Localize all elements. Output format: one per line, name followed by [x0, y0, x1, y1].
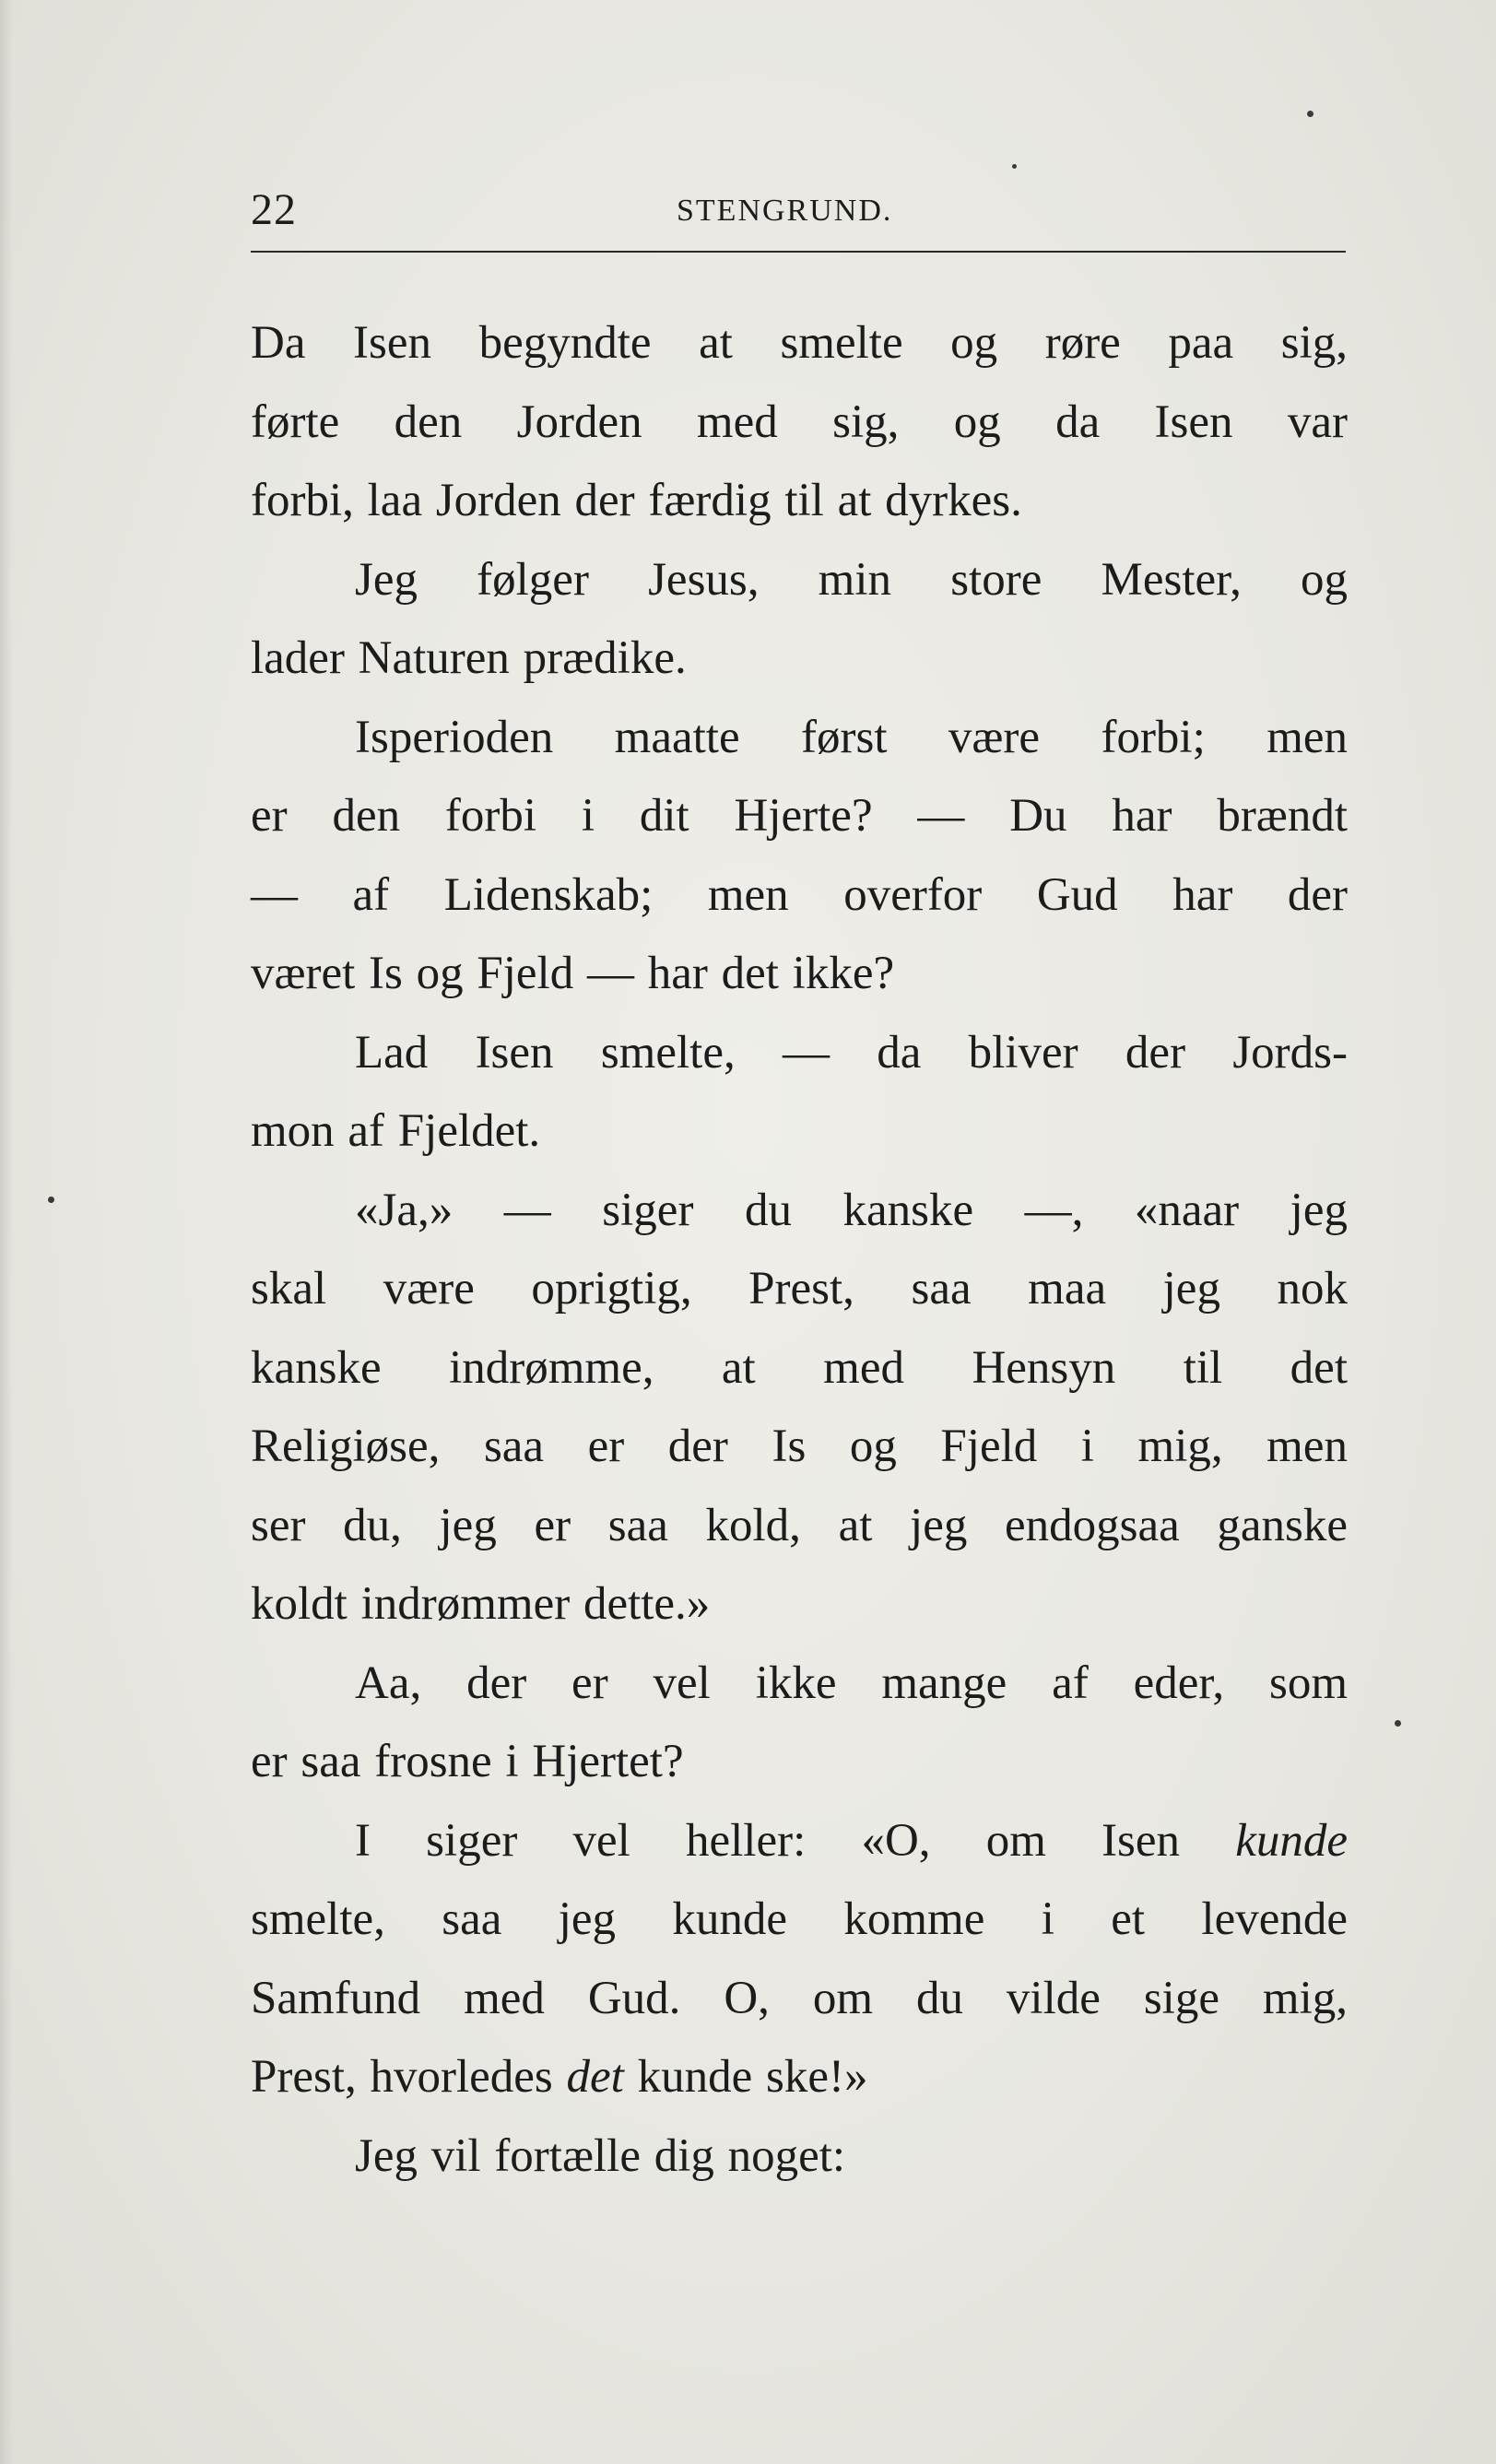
- page-header: [251, 183, 1346, 247]
- print-speck: [48, 1197, 54, 1203]
- header-rule: [251, 251, 1346, 253]
- text-line: førte den Jorden med sig, og da Isen var: [251, 395, 1348, 448]
- text-line: skal være oprigtig, Prest, saa maa jeg nok: [251, 1263, 1348, 1315]
- text-line: koldt indrømmer dette.»: [251, 1578, 711, 1630]
- text-line: forbi, laa Jorden der færdig til at dyrkes.: [251, 475, 1022, 526]
- text-line: Religiøse, saa er der Is og Fjeld i mig, men: [251, 1421, 1348, 1472]
- text-line: Jeg vil fortælle dig noget:: [355, 2129, 846, 2182]
- text-line: lader Naturen prædike.: [251, 632, 687, 684]
- text-line: været Is og Fjeld — har det ikke?: [251, 948, 895, 999]
- page-edge-shadow: [0, 0, 13, 2464]
- text-line: «Ja,» — siger du kanske —, «naar jeg: [355, 1184, 1348, 1236]
- text-line: Isperioden maatte først være forbi; men: [355, 711, 1348, 763]
- text-line: smelte, saa jeg kunde komme i et levende: [251, 1893, 1348, 1945]
- text-line: Samfund med Gud. O, om du vilde sige mig,: [251, 1972, 1348, 2024]
- text-line: Lad Isen smelte, — da bliver der Jords-: [355, 1026, 1348, 1079]
- text-line: I siger vel heller: «O, om Isen kunde: [355, 1814, 1348, 1867]
- text-line: ser du, jeg er saa kold, at jeg endogsaa ganske: [251, 1499, 1348, 1551]
- text-line: Da Isen begyndte at smelte og røre paa sig,: [251, 317, 1348, 369]
- emphasis: det: [566, 2051, 624, 2103]
- print-speck: [1307, 111, 1313, 117]
- text-line: — af Lidenskab; men overfor Gud har der: [251, 868, 1348, 921]
- print-speck: [1012, 164, 1017, 169]
- running-head: STENGRUND.: [677, 194, 893, 228]
- text-line: Prest, hvorledes det kunde ske!»: [251, 2051, 868, 2103]
- print-speck: [1395, 1720, 1401, 1727]
- text-line: Aa, der er vel ikke mange af eder, som: [355, 1656, 1348, 1709]
- text-line: kanske indrømme, at med Hensyn til det: [251, 1341, 1348, 1394]
- text-line: mon af Fjeldet.: [251, 1105, 541, 1157]
- text-line: er den forbi i dit Hjerte? — Du har brændt: [251, 790, 1348, 842]
- body-text: [251, 304, 1348, 2196]
- emphasis: kunde: [1235, 1814, 1348, 1867]
- text-line: Jeg følger Jesus, min store Mester, og: [355, 553, 1348, 606]
- text-line: er saa frosne i Hjertet?: [251, 1736, 684, 1787]
- page-number: 22: [251, 185, 297, 234]
